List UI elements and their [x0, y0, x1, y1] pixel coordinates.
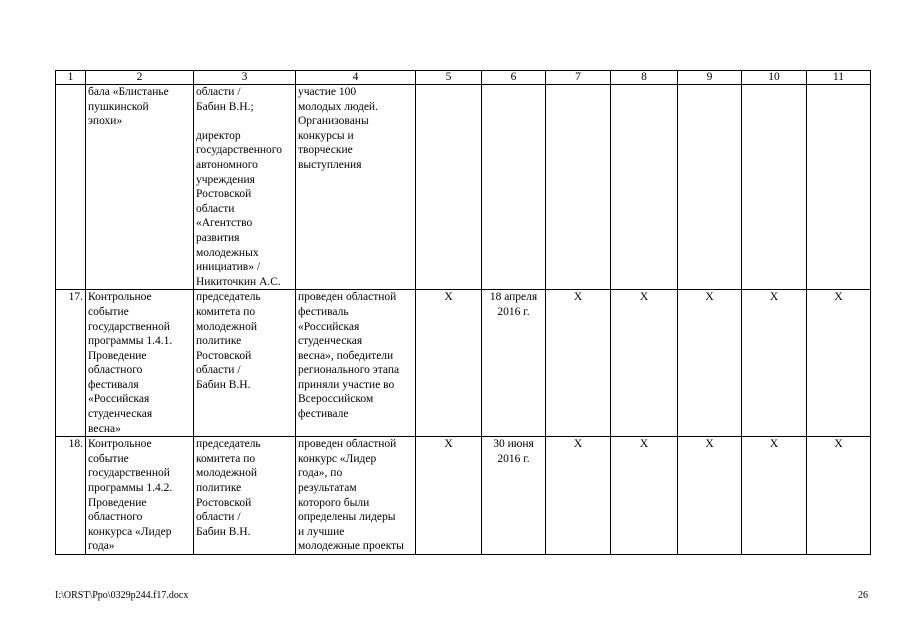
- mark-cell: X: [678, 290, 742, 437]
- event-cell: Контрольное событие государственной программы 1.4.2. Проведение областного конкурса «Лидер года»: [86, 437, 194, 555]
- mark-cell: X: [807, 437, 871, 555]
- page-number: 26: [858, 590, 868, 601]
- table-cell: [742, 85, 807, 290]
- table-cell: [416, 85, 482, 290]
- column-header: 6: [482, 71, 546, 85]
- result-cell: проведен областной конкурс «Лидер года», по результатам которого были определены лидеры и лучшие молодежные проекты: [296, 437, 416, 555]
- column-header: 5: [416, 71, 482, 85]
- responsible-cell: председатель комитета по молодежной политике Ростовской области / Бабин В.Н.: [194, 290, 296, 437]
- table-row-17: [56, 290, 871, 437]
- program-table: [55, 70, 871, 555]
- mark-cell: X: [416, 290, 482, 437]
- event-cell: Контрольное событие государственной программы 1.4.1. Проведение областного фестиваля «Российская студенческая весна»: [86, 290, 194, 437]
- column-header: 2: [86, 71, 194, 85]
- row-number-cell: 18.: [56, 437, 86, 555]
- column-header: 8: [611, 71, 678, 85]
- table-cell: [482, 85, 546, 290]
- column-header: 9: [678, 71, 742, 85]
- event-cell: бала «Блистанье пушкинской эпохи»: [86, 85, 194, 290]
- table-cell: [611, 85, 678, 290]
- table-row-continuation: [56, 85, 871, 290]
- date-cell: 30 июня 2016 г.: [482, 437, 546, 555]
- column-header: 7: [546, 71, 611, 85]
- date-cell: 18 апреля 2016 г.: [482, 290, 546, 437]
- mark-cell: X: [678, 437, 742, 555]
- table-cell: [546, 85, 611, 290]
- column-header: 10: [742, 71, 807, 85]
- row-number-cell: [56, 85, 86, 290]
- result-cell: участие 100 молодых людей. Организованы конкурсы и творческие выступления: [296, 85, 416, 290]
- row-number-cell: 17.: [56, 290, 86, 437]
- mark-cell: X: [546, 437, 611, 555]
- result-cell: проведен областной фестиваль «Российская студенческая весна», победители регионального этапа приняли участие во Всероссийском фестивале: [296, 290, 416, 437]
- mark-cell: X: [742, 290, 807, 437]
- responsible-cell: председатель комитета по молодежной политике Ростовской области / Бабин В.Н.: [194, 437, 296, 555]
- column-header: 4: [296, 71, 416, 85]
- responsible-cell: области / Бабин В.Н.; директор государственного автономного учреждения Ростовской области «Агентство развития молодежных инициатив» / Никиточкин А.С.: [194, 85, 296, 290]
- mark-cell: X: [742, 437, 807, 555]
- column-header: 1: [56, 71, 86, 85]
- mark-cell: X: [611, 290, 678, 437]
- column-number-row: [56, 71, 871, 85]
- table-cell: [678, 85, 742, 290]
- mark-cell: X: [611, 437, 678, 555]
- mark-cell: X: [416, 437, 482, 555]
- mark-cell: X: [546, 290, 611, 437]
- mark-cell: X: [807, 290, 871, 437]
- column-header: 11: [807, 71, 871, 85]
- footer-file-path: I:\ORST\Ppo\0329p244.f17.docx: [55, 590, 189, 601]
- table-cell: [807, 85, 871, 290]
- table-row-18: [56, 437, 871, 555]
- column-header: 3: [194, 71, 296, 85]
